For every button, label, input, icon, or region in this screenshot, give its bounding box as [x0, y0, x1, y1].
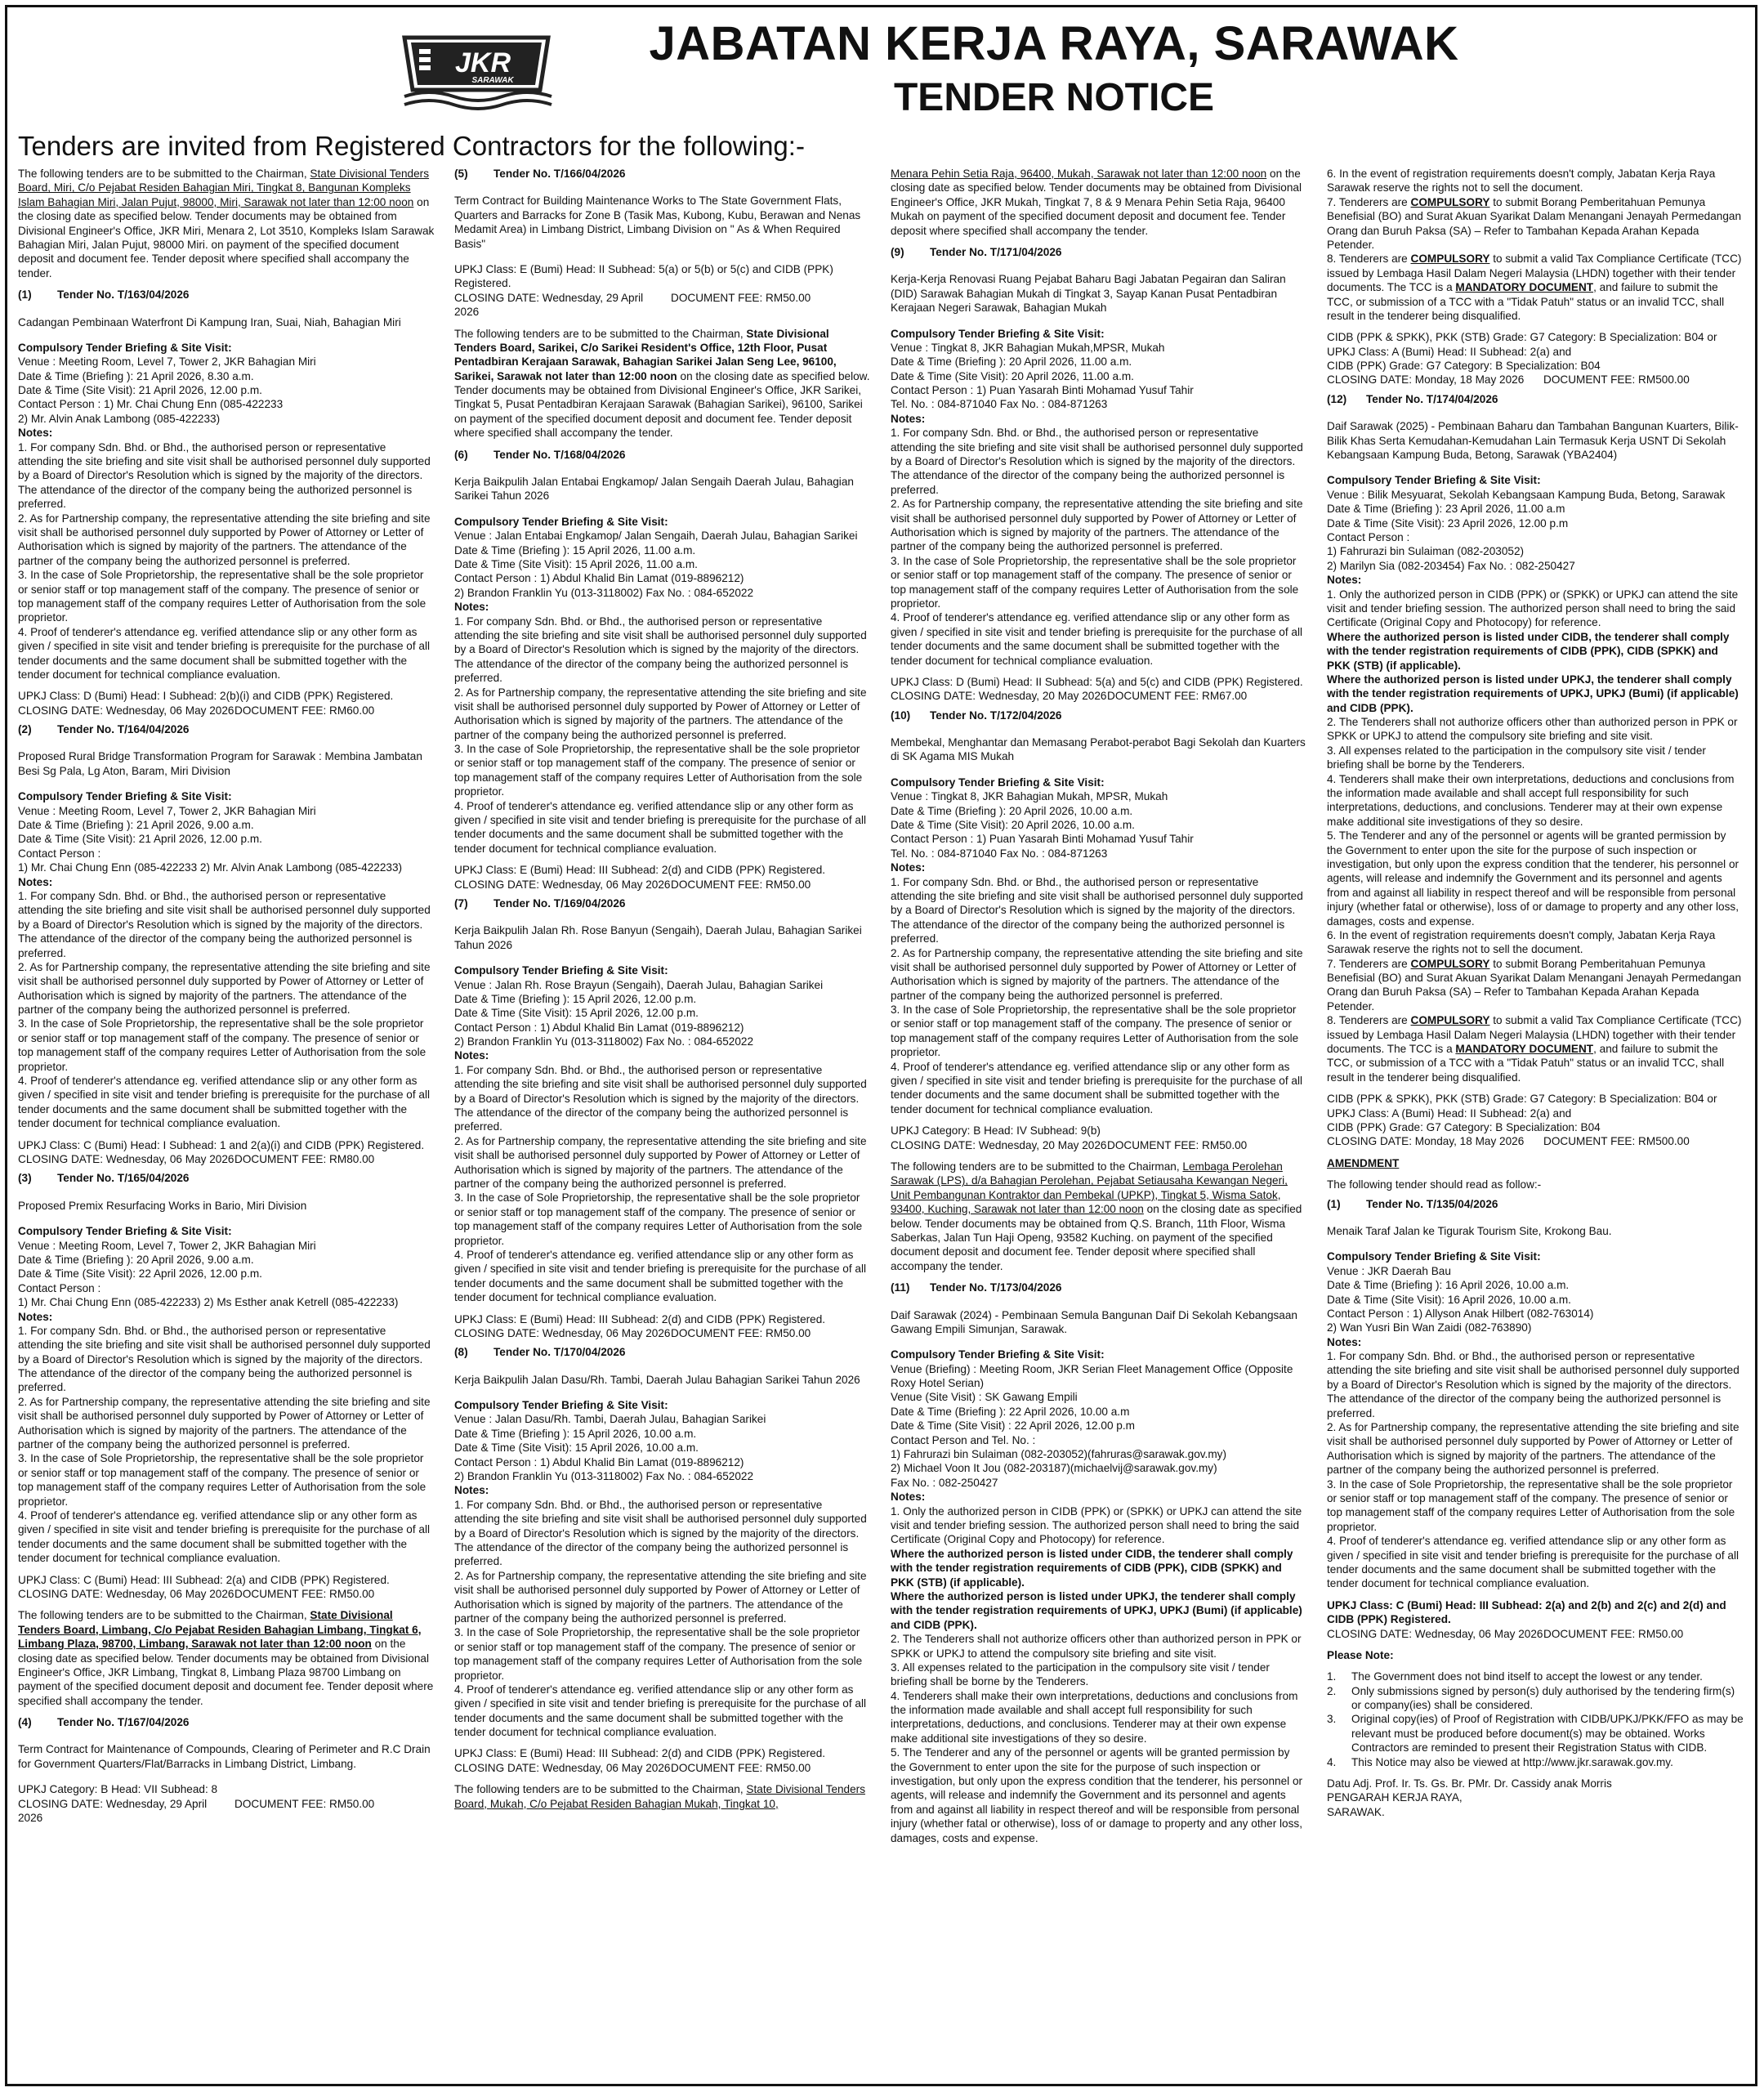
briefing-time: Date & Time (Briefing ): 20 April 2026, 11.00 a.m. [891, 355, 1132, 369]
note-5: 5. The Tenderer and any of the personnel or agents will be granted permission by the Government to enter upon the site for the purpose of such inspection or investigation, but only upon the express condition that the tenderer, his personnel or agents, will release and indemnify the Government and its personnel and agents from and against all liability in respect thereof and will be responsible from personal injury (whether fatal or otherwise), loss of or damage to property and any other loss, damages, costs and expense. [891, 1746, 1303, 1844]
contact-person-1: 1) Fahrurazi bin Sulaiman (082-203052) [1327, 545, 1525, 558]
amendment-heading: AMENDMENT [1327, 1156, 1400, 1169]
site-visit-time: Date & Time (Site Visit): 16 April 2026, 10.00 a.m. [1327, 1293, 1571, 1306]
note-4: 4. Proof of tenderer's attendance eg. verified attendance slip or any other form as given / specified in site visit and tender briefing is prerequisite for the purchase of all tender documents and the same document shall be submitted together with the tender document for technical compliance evaluation. [454, 1683, 866, 1739]
venue: Venue : JKR Daerah Bau [1327, 1264, 1451, 1277]
tender-description: Membekal, Menghantar dan Memasang Perabot-perabot Bagi Sekolah dan Kuarters di SK Agama MIS Mukah [891, 736, 1306, 763]
note-6: 6. In the event of registration requirements doesn't comply, Jabatan Kerja Raya Sarawak reserve the rights not to sell the document. [1327, 168, 1716, 194]
tender-description: Kerja-Kerja Renovasi Ruang Pejabat Baharu Bagi Jabatan Pegairan dan Saliran (DID) Sarawak Bahagian Mukah di Tingkat 3, Sayap Kanan Pusat Pentadbiran Kerajaan Negeri Sarawak, Bahagian Mukah [891, 273, 1286, 315]
note-3: 3. In the case of Sole Proprietorship, the representative shall be the sole proprietor or senior staff or top management staff of the company. The presence of senior or top management staff of the company requires Letter of Authorisation from the sole proprietor. [891, 1004, 1299, 1059]
amendment-text: The following tender should read as follow:- [1327, 1178, 1542, 1191]
note-1-cidb: Where the authorized person is listed under CIDB, the tenderer shall comply with the tender registration requirements of CIDB (PPK), CIDB (SPKK) and PKK (STB) (if applicable). [1327, 630, 1730, 672]
note-4: 4. Proof of tenderer's attendance eg. verified attendance slip or any other form as given / specified in site visit and tender briefing is prerequisite for the purchase of all tender documents and the same document shall be submitted together with the tender document for technical compliance evaluation. [454, 1248, 866, 1304]
note-3: 3. In the case of Sole Proprietorship, the representative shall be the sole proprietor or senior staff or top management staff of the company. The presence of senior or top management staff of the company requires Letter of Authorisation from the sole proprietor. [454, 743, 863, 798]
tender-description: Kerja Baikpulih Jalan Entabai Engkamop/ Jalan Sengaih Daerah Julau, Bahagian Sarikei Tahun 2026 [454, 476, 854, 503]
note-4: 4. Proof of tenderer's attendance eg. verified attendance slip or any other form as given / specified in site visit and tender briefing is prerequisite for the purchase of all tender documents and the same document shall be submitted together with the tender document for technical compliance evaluation. [18, 625, 430, 681]
closing-row: CLOSING DATE: Wednesday, 06 May 2026 DOCUMENT FEE: RM50.00 [454, 878, 811, 891]
class-requirement: UPKJ Class: C (Bumi) Head: III Subhead: 2(a) and 2(b) and 2(c) and 2(d) and CIDB (PPK) Registered. [1327, 1598, 1726, 1626]
tender-heading: (4) Tender No. T/167/04/2026 [18, 1716, 190, 1729]
notes-heading: Notes: [18, 427, 53, 440]
tender-heading: (12) Tender No. T/174/04/2026 [1327, 392, 1498, 405]
tender-description: Term Contract for Maintenance of Compounds, Clearing of Perimeter and R.C Drain for Government Quarters/Flat/Barracks in Limbang District, Limbang. [18, 1743, 431, 1770]
tender-description: Kerja Baikpulih Jalan Dasu/Rh. Tambi, Daerah Julau Bahagian Sarikei Tahun 2026 [454, 1373, 860, 1386]
note-3: 3. In the case of Sole Proprietorship, the representative shall be the sole proprietor or senior staff or top management staff of the company. The presence of senior or top management staff of the company requires Letter of Authorisation from the sole proprietor. [1327, 1477, 1735, 1533]
note-3: 3. In the case of Sole Proprietorship, the representative shall be the sole proprietor or senior staff or top management staff of the company. The presence of senior or top management staff of the company requires Letter of Authorisation from the sole proprietor. [18, 569, 426, 624]
contact-person-2: 2) Michael Voon It Jou (082-203187)(michaelvij@sarawak.gov.my) [891, 1462, 1217, 1475]
notes-heading: Notes: [1327, 574, 1362, 587]
note-2: 2. As for Partnership company, the representative attending the site briefing and site visit shall be authorised personnel duly supported by Power of Attorney or Letter of Authorisation which is signed by majority of the partners. The attendance of the partner of the company being the authorized personnel is preferred. [454, 1569, 867, 1625]
closing-row: CLOSING DATE: Wednesday, 20 May 2026 DOCUMENT FEE: RM67.00 [891, 690, 1248, 703]
note-5: 5. The Tenderer and any of the personnel or agents will be granted permission by the Government to enter upon the site for the purpose of such inspection or investigation, but only upon the express condition that the tenderer, his personnel or agents, will release and indemnify the Government and its personnel and agents from and against all liability in respect thereof and will be responsible from personal injury (whether fatal or otherwise), loss of or damage to property and any other loss, damages, costs and expense. [1327, 829, 1739, 928]
tender-heading: (2) Tender No. T/164/04/2026 [18, 723, 190, 736]
closing-row: CLOSING DATE: Wednesday, 29 April 2026 DOCUMENT FEE: RM50.00 [454, 291, 811, 319]
class-requirement: UPKJ Category: B Head: IV Subhead: 9(b) [891, 1124, 1101, 1138]
column-4 [1327, 167, 1744, 2083]
note-2: 2. As for Partnership company, the representative attending the site briefing and site visit shall be authorised personnel duly supported by Power of Attorney or Letter of Authorisation which is signed by majority of the partners. The attendance of the partner of the company being the authorized personnel is preferred. [18, 512, 431, 567]
closing-row: CLOSING DATE: Wednesday, 06 May 2026 DOCUMENT FEE: RM50.00 [454, 1761, 811, 1774]
contact-person-2: 2) Brandon Franklin Yu (013-3118002) Fax No. : 084-652022 [454, 1035, 754, 1048]
briefing-heading: Compulsory Tender Briefing & Site Visit: [1327, 1250, 1541, 1263]
site-visit-time: Date & Time (Site Visit): 15 April 2026, 10.00 a.m. [454, 1442, 699, 1455]
note-4: 4. Tenderers shall make their own interpretations, deductions and conclusions from the information made available and shall accept full responsibility for such interpretations, deductions, and conclusions. Tenderer may at their own expense make additional site investigations of they so desire. [1327, 772, 1735, 828]
tender-description: Menaik Taraf Jalan ke Tigurak Tourism Site, Krokong Bau. [1327, 1224, 1612, 1237]
fax-number: Fax No. : 082-250427 [891, 1476, 998, 1489]
notes-heading: Notes: [891, 412, 926, 425]
tender-heading: (1) Tender No. T/163/04/2026 [18, 288, 190, 302]
briefing-heading: Compulsory Tender Briefing & Site Visit: [18, 790, 232, 803]
briefing-time: Date & Time (Briefing ): 15 April 2026, 11.00 a.m. [454, 543, 696, 557]
closing-row: CLOSING DATE: Wednesday, 20 May 2026 DOCUMENT FEE: RM50.00 [891, 1138, 1248, 1151]
column-3 [891, 167, 1307, 2083]
notes-heading: Notes: [891, 1491, 926, 1504]
briefing-heading: Compulsory Tender Briefing & Site Visit: [454, 964, 668, 977]
tender-heading: (8) Tender No. T/170/04/2026 [454, 1346, 626, 1359]
note-2: 2. The Tenderers shall not authorize officers other than authorized person in PPK or SPKK or UPKJ to attend the compulsory site briefing and site visit. [891, 1633, 1302, 1660]
site-visit-time: Date & Time (Site Visit): 23 April 2026, 12.00 p.m [1327, 516, 1569, 530]
tender-heading: (6) Tender No. T/168/04/2026 [454, 448, 626, 461]
contact-person: Contact Person : 1) Mr. Chai Chung Enn (085-422233 [18, 398, 284, 411]
contact-person: Contact Person : [1327, 530, 1410, 543]
note-3: 3. In the case of Sole Proprietorship, the representative shall be the sole proprietor or senior staff or top management staff of the company. The presence of senior or top management staff of the company requires Letter of Authorisation from the sole proprietor. [18, 1452, 426, 1508]
note-1-cidb: Where the authorized person is listed under CIDB, the tenderer shall comply with the tender registration requirements of CIDB (PPK), CIDB (SPKK) and PKK (STB) (if applicable). [891, 1547, 1293, 1589]
contact-person: Contact Person : 1) Abdul Khalid Bin Lamat (019-8896212) [454, 572, 744, 585]
venue: Venue : Meeting Room, Level 7, Tower 2, JKR Bahagian Miri [18, 804, 316, 817]
column-2 [454, 167, 871, 2083]
page-subtitle: TENDER NOTICE [893, 76, 1214, 119]
closing-row: CLOSING DATE: Wednesday, 06 May 2026 DOCUMENT FEE: RM50.00 [454, 1326, 811, 1339]
closing-row: CLOSING DATE: Wednesday, 06 May 2026 DOCUMENT FEE: RM60.00 [18, 704, 375, 717]
briefing-time: Date & Time (Briefing ): 16 April 2026, 10.00 a.m. [1327, 1279, 1570, 1292]
contact-person: Contact Person : [18, 847, 101, 860]
notes-heading: Notes: [18, 1310, 53, 1323]
contact-person: Contact Person : 1) Puan Yasarah Binti Mohamad Yusuf Tahir [891, 384, 1194, 397]
tender-description: Proposed Rural Bridge Transformation Program for Sarawak : Membina Jambatan Besi Sg Pala, Lg Aton, Baram, Miri Division [18, 750, 422, 777]
note-1: 1. For company Sdn. Bhd. or Bhd., the authorised person or representative attending the site briefing and site visit shall be authorised personnel duly supported by a Board of Director's Resolution which is signed by the majority of the directors. The attendance of the director of the company being the authorized personnel is preferred. [891, 875, 1303, 945]
briefing-time: Date & Time (Briefing ): 20 April 2026, 9.00 a.m. [18, 1253, 254, 1266]
tender-heading: (11) Tender No. T/173/04/2026 [891, 1281, 1062, 1294]
contact-person-2: 2) Mr. Alvin Anak Lambong (085-422233) [18, 412, 221, 425]
briefing-time: Date & Time (Briefing ): 21 April 2026, 9.00 a.m. [18, 819, 254, 832]
notes-heading: Notes: [18, 875, 53, 888]
note-2: 2. As for Partnership company, the representative attending the site briefing and site visit shall be authorised personnel duly supported by Power of Attorney or Letter of Authorisation which is signed by majority of the partners. The attendance of the partner of the company being the authorized personnel is preferred. [891, 946, 1303, 1002]
tender-heading: (5) Tender No. T/166/04/2026 [454, 168, 626, 180]
note-2: 2. The Tenderers shall not authorize officers other than authorized person in PPK or SPKK or UPKJ to attend the compulsory site briefing and site visit. [1327, 716, 1738, 743]
closing-row: CLOSING DATE: Wednesday, 06 May 2026 DOCUMENT FEE: RM50.00 [18, 1587, 375, 1600]
please-note-3: 3. Original copy(ies) of Proof of Registration with CIDB/UPKJ/PKK/FFO as may be relevant must be produced before document(s) may be obtained. Works Contractors are reminded to present their Registration Status with CIDB. [1327, 1713, 1744, 1755]
tender-description: Proposed Premix Resurfacing Works in Bario, Miri Division [18, 1199, 307, 1212]
briefing-time: Date & Time (Briefing ): 22 April 2026, 10.00 a.m [891, 1405, 1130, 1418]
note-1: 1. For company Sdn. Bhd. or Bhd., the authorised person or representative attending the site briefing and site visit shall be authorised personnel duly supported by a Board of Director's Resolution which is signed by the majority of the directors. The attendance of the director of the company being the authorized personnel is preferred. [454, 615, 867, 685]
venue: Venue : Jalan Dasu/Rh. Tambi, Daerah Julau, Bahagian Sarikei [454, 1413, 766, 1426]
closing-row: CLOSING DATE: Wednesday, 06 May 2026 DOCUMENT FEE: RM80.00 [18, 1153, 375, 1165]
note-1: 1. For company Sdn. Bhd. or Bhd., the authorised person or representative attending the site briefing and site visit shall be authorised personnel duly supported by a Board of Director's Resolution which is signed by the majority of the directors. The attendance of the director of the company being the authorized personnel is preferred. [18, 440, 431, 511]
briefing-time: Date & Time (Briefing ): 23 April 2026, 11.00 a.m [1327, 503, 1565, 516]
intro-lps: The following tenders are to be submitted to the Chairman, Lembaga Perolehan Sarawak (LPS), d/a Bahagian Perolehan, Pejabat Setiausaha Kewangan Negeri, Unit Pembangunan Kontraktor dan Pembekal (UPKP), Tingkat 5, Wisma Satok, 93400, Kuching, Sarawak not later than 12:00 noon on the closing date as specified below. Tender documents may be obtained from Q.S. Branch, 11th Floor, Wisma Saberkas, Jalan Tun Haji Openg, 93582 Kuching. on payment of the specified document deposit and document fee. Tender deposit where specified shall accompany the tender. [891, 1160, 1302, 1272]
please-note-4: 4. This Notice may also be viewed at http://www.jkr.sarawak.gov.my. [1327, 1755, 1673, 1768]
note-4: 4. Proof of tenderer's attendance eg. verified attendance slip or any other form as given / specified in site visit and tender briefing is prerequisite for the purchase of all tender documents and the same document shall be submitted together with the tender document for technical compliance evaluation. [454, 799, 866, 855]
logo-sub: SARAWAK [471, 76, 514, 85]
contact-person-2: 2) Brandon Franklin Yu (013-3118002) Fax No. : 084-652022 [454, 586, 754, 599]
contact-person-2: Tel. No. : 084-871040 Fax No. : 084-871263 [891, 398, 1108, 411]
briefing-heading: Compulsory Tender Briefing & Site Visit: [891, 327, 1105, 340]
contact-person-2: 2) Brandon Franklin Yu (013-3118002) Fax No. : 084-652022 [454, 1470, 754, 1483]
tender-description: Daif Sarawak (2025) - Pembinaan Baharu dan Tambahan Bangunan Kuarters, Bilik-Bilik Khas Serta Kemudahan-Kemudahan Lain Termasuk Kerja USNT Di Sekolah Kebangsaan Kampung Buda, Betong, Sarawak (YBA2404) [1327, 420, 1739, 462]
contact-person: Contact Person : 1) Puan Yasarah Binti Mohamad Yusuf Tahir [891, 833, 1194, 846]
briefing-time: Date & Time (Briefing ): 15 April 2026, 12.00 p.m. [454, 992, 697, 1005]
briefing-heading: Compulsory Tender Briefing & Site Visit: [891, 776, 1105, 789]
venue: Venue : Meeting Room, Level 7, Tower 2, JKR Bahagian Miri [18, 1239, 316, 1252]
class-requirement: UPKJ Category: B Head: VII Subhead: 8 [18, 1783, 218, 1796]
class-requirement: UPKJ Class: E (Bumi) Head: III Subhead: 2(d) and CIDB (PPK) Registered. [454, 1747, 826, 1760]
venue: Venue : Meeting Room, Level 7, Tower 2, JKR Bahagian Miri [18, 355, 316, 369]
note-4: 4. Proof of tenderer's attendance eg. verified attendance slip or any other form as given / specified in site visit and tender briefing is prerequisite for the purchase of all tender documents and the same document shall be submitted together with the tender document for technical compliance evaluation. [891, 1060, 1302, 1115]
invite-text: Tenders are invited from Registered Contractors for the following:- [18, 131, 805, 161]
intro-sarikei: The following tenders are to be submitted to the Chairman, State Divisional Tenders Board, Sarikei, C/o Sarikei Resident's Office, 12th Floor, Pusat Pentadbiran Kerajaan Sarawak, Bahagian Sarikei Jalan Seng Lee, 96100, Sarikei, Sarawak not later than 12:00 noon on the closing date as specified below. Tender documents may be obtained from Divisional Engineer's Office, JKR Sarikei, Tingkat 5, Pusat Pentadbiran Kerajaan Sarawak (Bahagian Sarikei), 96100, Sarikei on payment of the specified document deposit and document fee. Tender deposit where specified shall accompany the tender. [454, 327, 870, 440]
venue: Venue : Jalan Entabai Engkamop/ Jalan Sengaih, Daerah Julau, Bahagian Sarikei [454, 530, 858, 543]
tender-heading: (7) Tender No. T/169/04/2026 [454, 896, 626, 910]
intro-mukah-cont: Menara Pehin Setia Raja, 96400, Mukah, Sarawak not later than 12:00 noon on the closing date as specified below. Tender documents may be obtained from Divisional Engineer's Office, JKR Mukah, Tingkat 7, 8 & 9 Menara Pehin Setia Raja, 96400 Mukah on payment of the specified document deposit and document fee. Tender deposit where specified shall accompany the tender. [891, 168, 1302, 237]
venue: Venue : Tingkat 8, JKR Bahagian Mukah,MPSR, Mukah [891, 341, 1165, 354]
site-visit-time: Date & Time (Site Visit): 15 April 2026, 12.00 p.m. [454, 1007, 699, 1020]
class-requirement: UPKJ Class: D (Bumi) Head: I Subhead: 2(b)(i) and CIDB (PPK) Registered. [18, 690, 394, 703]
please-note-2: 2. Only submissions signed by person(s) duly authorised by the tendering firm(s) or company(ies) shall be considered. [1327, 1684, 1735, 1712]
intro-miri: The following tenders are to be submitted to the Chairman, State Divisional Tenders Board, Miri, C/o Pejabat Residen Bahagian Miri, Tingkat 8, Bangunan Kompleks Islam Bahagian Miri, Jalan Pujut, 98000, Miri, Sarawak not later than 12:00 noon on the closing date as specified below. Tender documents may be obtained from Divisional Engineer's Office, JKR Miri, Menara 2, Lot 3510, Kompleks Islam Sarawak Bahagian Miri, Jalan Pujut, 98000 Miri. on payment of the specified document deposit and document fee. Tender deposit where specified shall accompany the tender. [18, 168, 435, 279]
note-1: 1. For company Sdn. Bhd. or Bhd., the authorised person or representative attending the site briefing and site visit shall be authorised personnel duly supported by a Board of Director's Resolution which is signed by the majority of the directors. The attendance of the director of the company being the authorized personnel is preferred. [18, 889, 431, 959]
note-4: 4. Proof of tenderer's attendance eg. verified attendance slip or any other form as given / specified in site visit and tender briefing is prerequisite for the purchase of all tender documents and the same document shall be submitted together with the tender document for technical compliance evaluation. [1327, 1535, 1739, 1590]
closing-row: CLOSING DATE: Wednesday, 06 May 2026 DOCUMENT FEE: RM50.00 [1327, 1627, 1684, 1640]
please-note-1: 1. The Government does not bind itself to accept the lowest or any tender. [1327, 1670, 1703, 1683]
note-3: 3. In the case of Sole Proprietorship, the representative shall be the sole proprietor or senior staff or top management staff of the company. The presence of senior or top management staff of the company requires Letter of Authorisation from the sole proprietor. [454, 1191, 863, 1247]
note-3: 3. In the case of Sole Proprietorship, the representative shall be the sole proprietor or senior staff or top management staff of the company. The presence of senior or top management staff of the company requires Letter of Authorisation from the sole proprietor. [454, 1626, 863, 1682]
notes-heading: Notes: [1327, 1335, 1362, 1348]
site-visit-time: Date & Time (Site Visit): 15 April 2026, 11.00 a.m. [454, 557, 698, 570]
venue: Venue (Briefing) : Meeting Room, JKR Serian Fleet Management Office (Opposite Roxy Hotel Serian) [891, 1362, 1293, 1390]
briefing-time: Date & Time (Briefing ): 20 April 2026, 10.00 a.m. [891, 804, 1133, 817]
site-visit-time: Date & Time (Site Visit): 21 April 2026, 12.00 p.m. [18, 384, 262, 397]
note-1: 1. For company Sdn. Bhd. or Bhd., the authorised person or representative attending the site briefing and site visit shall be authorised personnel duly supported by a Board of Director's Resolution which is signed by the majority of the directors. The attendance of the director of the company being the authorized personnel is preferred. [18, 1324, 431, 1394]
briefing-heading: Compulsory Tender Briefing & Site Visit: [18, 1225, 232, 1238]
contact-person-1: 1) Fahrurazi bin Sulaiman (082-203052)(fahruras@sarawak.gov.my) [891, 1448, 1226, 1461]
class-requirement: UPKJ Class: E (Bumi) Head: II Subhead: 5(a) or 5(b) or 5(c) and CIDB (PPK) Registered. [454, 262, 833, 290]
contact-person: Contact Person : 1) Allyson Anak Hilbert (082-763014) [1327, 1307, 1594, 1320]
notes-heading: Notes: [454, 1049, 489, 1062]
tender-heading: (1) Tender No. T/135/04/2026 [1327, 1197, 1498, 1210]
contact-person: Contact Person and Tel. No. : [891, 1433, 1036, 1446]
class-requirement: CIDB (PPK & SPKK), PKK (STB) Grade: G7 Category: B Specialization: B04 or UPKJ Class: A (Bumi) Head: II Subhead: 2(a) and [1327, 1093, 1717, 1120]
note-7: 7. Tenderers are COMPULSORY to submit Borang Pemberitahuan Pemunya Benefisial (BO) and Surat Akuan Syarikat Dalam Menangani Jenayah Permedangan Orang dan Buruh Paksa (SA) – Refer to Tambahan Kepada Arahan Kepada Petender. [1327, 195, 1742, 251]
note-1-upkj: Where the authorized person is listed under UPKJ, the tenderer shall comply with the tender registration requirements of UPKJ, UPKJ (Bumi) (if applicable) and CIDB (PPK). [891, 1589, 1302, 1631]
site-visit-time: Date & Time (Site Visit): 21 April 2026, 12.00 p.m. [18, 833, 262, 846]
class-requirement: UPKJ Class: D (Bumi) Head: II Subhead: 5(a) and 5(c) and CIDB (PPK) Registered. [891, 675, 1303, 688]
note-2: 2. As for Partnership company, the representative attending the site briefing and site visit shall be authorised personnel duly supported by Power of Attorney or Letter of Authorisation which is signed by majority of the partners. The attendance of the partner of the company being the authorized personnel is preferred. [18, 960, 431, 1017]
briefing-heading: Compulsory Tender Briefing & Site Visit: [891, 1348, 1105, 1361]
logo-text: JKR [454, 47, 511, 78]
tender-heading: (3) Tender No. T/165/04/2026 [18, 1172, 190, 1185]
note-8: 8. Tenderers are COMPULSORY to submit a valid Tax Compliance Certificate (TCC) issued by Lembaga Hasil Dalam Negeri Malaysia (LHDN) together with their tender documents. The TCC is a MANDATORY DOCUMENT, and failure to submit the TCC, or submission of a TCC with a "Tidak Patuh" status or an invalid TCC, shall result in the tenderer being disqualified. [1327, 1014, 1742, 1084]
page-title: JABATAN KERJA RAYA, SARAWAK [649, 17, 1459, 70]
venue: Venue : Jalan Rh. Rose Brayun (Sengaih), Daerah Julau, Bahagian Sarikei [454, 978, 824, 991]
tender-description: Cadangan Pembinaan Waterfront Di Kampung Iran, Suai, Niah, Bahagian Miri [18, 315, 401, 329]
site-visit-time: Date & Time (Site Visit): 20 April 2026, 10.00 a.m. [891, 819, 1135, 832]
class-requirement: UPKJ Class: C (Bumi) Head: III Subhead: 2(a) and CIDB (PPK) Registered. [18, 1573, 390, 1586]
note-1: 1. For company Sdn. Bhd. or Bhd., the authorised person or representative attending the site briefing and site visit shall be authorised personnel duly supported by a Board of Director's Resolution which is signed by the majority of the directors. The attendance of the director of the company being the authorized personnel is preferred. [1327, 1350, 1739, 1419]
note-8: 8. Tenderers are COMPULSORY to submit a valid Tax Compliance Certificate (TCC) issued by Lembaga Hasil Dalam Negeri Malaysia (LHDN) together with their tender documents. The TCC is a MANDATORY DOCUMENT, and failure to submit the TCC, or submission of a TCC with a "Tidak Patuh" status or an invalid TCC, shall result in the tenderer being disqualified. [1327, 253, 1742, 322]
notes-heading: Notes: [454, 1484, 489, 1497]
note-2: 2. As for Partnership company, the representative attending the site briefing and site visit shall be authorised personnel duly supported by Power of Attorney or Letter of Authorisation which is signed by majority of the partners. The attendance of the partner of the company being the authorized personnel is preferred. [18, 1395, 431, 1451]
site-visit-time: Date & Time (Site Visit): 22 April 2026, 12.00 p.m. [18, 1267, 262, 1281]
tender-heading: (10) Tender No. T/172/04/2026 [891, 709, 1062, 722]
note-1: 1. Only the authorized person in CIDB (PPK) or (SPKK) or UPKJ can attend the site visit and tender briefing session. The authorized person shall need to bring the said Certificate (Original Copy and Photocopy) for reference. [1327, 588, 1739, 629]
note-2: 2. As for Partnership company, the representative attending the site briefing and site visit shall be authorised personnel duly supported by Power of Attorney or Letter of Authorisation which is signed by majority of the partners. The attendance of the partner of the company being the authorized personnel is preferred. [454, 1134, 867, 1190]
contact-person-2: 2) Wan Yusri Bin Wan Zaidi (082-763890) [1327, 1321, 1532, 1334]
note-1: 1. For company Sdn. Bhd. or Bhd., the authorised person or representative attending the site briefing and site visit shall be authorised personnel duly supported by a Board of Director's Resolution which is signed by the majority of the directors. The attendance of the director of the company being the authorized personnel is preferred. [891, 427, 1303, 496]
tender-description: Daif Sarawak (2024) - Pembinaan Semula Bangunan Daif Di Sekolah Kebangsaan Gawang Empili Simunjan, Sarawak. [891, 1308, 1297, 1335]
intro-mukah: The following tenders are to be submitted to the Chairman, State Divisional Tenders Board, Mukah, C/o Pejabat Residen Bahagian Mukah, Tingkat 10, [454, 1783, 866, 1810]
please-note-heading: Please Note: [1327, 1648, 1394, 1661]
tender-heading: (9) Tender No. T/171/04/2026 [891, 245, 1062, 258]
note-4: 4. Proof of tenderer's attendance eg. verified attendance slip or any other form as given / specified in site visit and tender briefing is prerequisite for the purchase of all tender documents and the same document shall be submitted together with the tender document for technical compliance evaluation. [18, 1075, 430, 1130]
briefing-time: Date & Time (Briefing ): 21 April 2026, 8.30 a.m. [18, 369, 254, 382]
briefing-heading: Compulsory Tender Briefing & Site Visit: [18, 341, 232, 354]
signatory-state: SARAWAK. [1327, 1805, 1385, 1818]
contact-person: Contact Person : 1) Abdul Khalid Bin Lamat (019-8896212) [454, 1455, 744, 1468]
note-3: 3. All expenses related to the participation in the compulsory site visit / tender briefing shall be borne by the Tenderers. [1327, 744, 1706, 771]
closing-row: CLOSING DATE: Monday, 18 May 2026 DOCUMENT FEE: RM500.00 [1327, 373, 1690, 387]
class-requirement: CIDB (PPK & SPKK), PKK (STB) Grade: G7 Category: B Specialization: B04 or UPKJ Class: A (Bumi) Head: II Subhead: 2(a) and [1327, 331, 1717, 358]
notes-heading: Notes: [891, 861, 926, 874]
briefing-heading: Compulsory Tender Briefing & Site Visit: [454, 515, 668, 528]
note-1: 1. For company Sdn. Bhd. or Bhd., the authorised person or representative attending the site briefing and site visit shall be authorised personnel duly supported by a Board of Director's Resolution which is signed by the majority of the directors. The attendance of the director of the company being the authorized personnel is preferred. [454, 1063, 867, 1133]
note-1: 1. For company Sdn. Bhd. or Bhd., the authorised person or representative attending the site briefing and site visit shall be authorised personnel duly supported by a Board of Director's Resolution which is signed by the majority of the directors. The attendance of the director of the company being the authorized personnel is preferred. [454, 1498, 867, 1568]
contact-person-2: Tel. No. : 084-871040 Fax No. : 084-871263 [891, 847, 1108, 860]
note-2: 2. As for Partnership company, the representative attending the site briefing and site visit shall be authorised personnel duly supported by Power of Attorney or Letter of Authorisation which is signed by majority of the partners. The attendance of the partner of the company being the authorized personnel is preferred. [891, 498, 1303, 553]
note-7: 7. Tenderers are COMPULSORY to submit Borang Pemberitahuan Pemunya Benefisial (BO) and Surat Akuan Syarikat Dalam Menangani Jenayah Permedangan Orang dan Buruh Paksa (SA) – Refer to Tambahan Kepada Arahan Kepada Petender. [1327, 957, 1742, 1012]
class-requirement-2: CIDB (PPK) Grade: G7 Category: B Specialization: B04 [1327, 360, 1601, 373]
briefing-time: Date & Time (Briefing ): 15 April 2026, 10.00 a.m. [454, 1427, 697, 1440]
tender-description: Kerja Baikpulih Jalan Rh. Rose Banyun (Sengaih), Daerah Julau, Bahagian Sarikei Tahun 2026 [454, 924, 862, 951]
venue: Venue : Tingkat 8, JKR Bahagian Mukah, MPSR, Mukah [891, 790, 1168, 803]
briefing-heading: Compulsory Tender Briefing & Site Visit: [454, 1399, 668, 1412]
contact-person-2: 1) Mr. Chai Chung Enn (085-422233 2) Mr. Alvin Anak Lambong (085-422233) [18, 861, 403, 874]
note-6: 6. In the event of registration requirements doesn't comply, Jabatan Kerja Raya Sarawak reserve the rights not to sell the document. [1327, 928, 1716, 956]
note-2: 2. As for Partnership company, the representative attending the site briefing and site visit shall be authorised personnel duly supported by Power of Attorney or Letter of Authorisation which is signed by majority of the partners. The attendance of the partner of the company being the authorized personnel is preferred. [1327, 1421, 1739, 1477]
venue-site: Venue (Site Visit) : SK Gawang Empili [891, 1391, 1078, 1404]
signatory-title: PENGARAH KERJA RAYA, [1327, 1791, 1463, 1804]
class-requirement: UPKJ Class: E (Bumi) Head: III Subhead: 2(d) and CIDB (PPK) Registered. [454, 864, 826, 877]
note-2: 2. As for Partnership company, the representative attending the site briefing and site visit shall be authorised personnel duly supported by Power of Attorney or Letter of Authorisation which is signed by majority of the partners. The attendance of the partner of the company being the authorized personnel is preferred. [454, 686, 867, 741]
notes-heading: Notes: [454, 601, 489, 614]
note-1: 1. Only the authorized person in CIDB (PPK) or (SPKK) or UPKJ can attend the site visit and tender briefing session. The authorized person shall need to bring the said Certificate (Original Copy and Photocopy) for reference. [891, 1504, 1302, 1546]
note-1-upkj: Where the authorized person is listed under UPKJ, the tenderer shall comply with the tender registration requirements of UPKJ, UPKJ (Bumi) (if applicable) and CIDB (PPK). [1327, 673, 1739, 714]
tender-description: Term Contract for Building Maintenance Works to The State Government Flats, Quarters and Barracks for Zone B (Tasik Mas, Kubong, Kubu, Berawan and Nenas Medamit Area) in Limbang District, Limbang Division on " As & When Required Basis" [454, 194, 861, 250]
note-3: 3. In the case of Sole Proprietorship, the representative shall be the sole proprietor or senior staff or top management staff of the company. The presence of senior or top management staff of the company requires Letter of Authorisation from the sole proprietor. [891, 554, 1299, 610]
note-3: 3. All expenses related to the participation in the compulsory site visit / tender briefing shall be borne by the Tenderers. [891, 1661, 1270, 1688]
intro-limbang: The following tenders are to be submitted to the Chairman, State Divisional Tenders Board, Limbang, C/o Pejabat Residen Bahagian Limbang, Tingkat 6, Limbang Plaza, 98700, Limbang, Sarawak not later than 12:00 noon on the closing date as specified below. Tender documents may be obtained from Divisional Engineer's Office, JKR Limbang, Tingkat 8, Limbang Plaza 98700 Limbang on payment of the specified document deposit and document fee. Tender deposit where specified shall accompany the tender. [18, 1609, 434, 1707]
site-visit-time: Date & Time (Site Visit) : 22 April 2026, 12.00 p.m [891, 1419, 1135, 1433]
venue: Venue : Bilik Mesyuarat, Sekolah Kebangsaan Kampung Buda, Betong, Sarawak [1327, 488, 1726, 501]
closing-row: CLOSING DATE: Monday, 18 May 2026 DOCUMENT FEE: RM500.00 [1327, 1135, 1690, 1148]
contact-person-2: 2) Marilyn Sia (082-203454) Fax No. : 082-250427 [1327, 559, 1575, 572]
closing-row: CLOSING DATE: Wednesday, 29 April 2026 DOCUMENT FEE: RM50.00 [18, 1797, 375, 1825]
note-4: 4. Proof of tenderer's attendance eg. verified attendance slip or any other form as given / specified in site visit and tender briefing is prerequisite for the purchase of all tender documents and the same document shall be submitted together with the tender document for technical compliance evaluation. [891, 611, 1302, 667]
class-requirement: UPKJ Class: C (Bumi) Head: I Subhead: 1 and 2(a)(i) and CIDB (PPK) Registered. [18, 1138, 425, 1151]
site-visit-time: Date & Time (Site Visit): 20 April 2026, 11.00 a.m. [891, 369, 1134, 382]
contact-person: Contact Person : 1) Abdul Khalid Bin Lamat (019-8896212) [454, 1021, 744, 1034]
note-3: 3. In the case of Sole Proprietorship, the representative shall be the sole proprietor or senior staff or top management staff of the company. The presence of senior or top management staff of the company requires Letter of Authorisation from the sole proprietor. [18, 1017, 426, 1073]
signatory-name: Datu Adj. Prof. Ir. Ts. Gs. Br. PMr. Dr. Cassidy anak Morris [1327, 1777, 1612, 1790]
class-requirement-2: CIDB (PPK) Grade: G7 Category: B Specialization: B04 [1327, 1121, 1601, 1133]
column-1 [18, 167, 435, 2083]
note-4: 4. Proof of tenderer's attendance eg. verified attendance slip or any other form as given / specified in site visit and tender briefing is prerequisite for the purchase of all tender documents and the same document shall be submitted together with the tender document for technical compliance evaluation. [18, 1509, 430, 1565]
contact-person-2: 1) Mr. Chai Chung Enn (085-422233) 2) Ms Esther anak Ketrell (085-422233) [18, 1296, 399, 1309]
note-4: 4. Tenderers shall make their own interpretations, deductions and conclusions from the information made available and shall accept full responsibility for such interpretations, deductions, and conclusions. Tenderer may at their own expense make additional site investigations of they so desire. [891, 1689, 1298, 1745]
contact-person: Contact Person : [18, 1281, 101, 1294]
briefing-heading: Compulsory Tender Briefing & Site Visit: [1327, 474, 1541, 487]
class-requirement: UPKJ Class: E (Bumi) Head: III Subhead: 2(d) and CIDB (PPK) Registered. [454, 1312, 826, 1325]
